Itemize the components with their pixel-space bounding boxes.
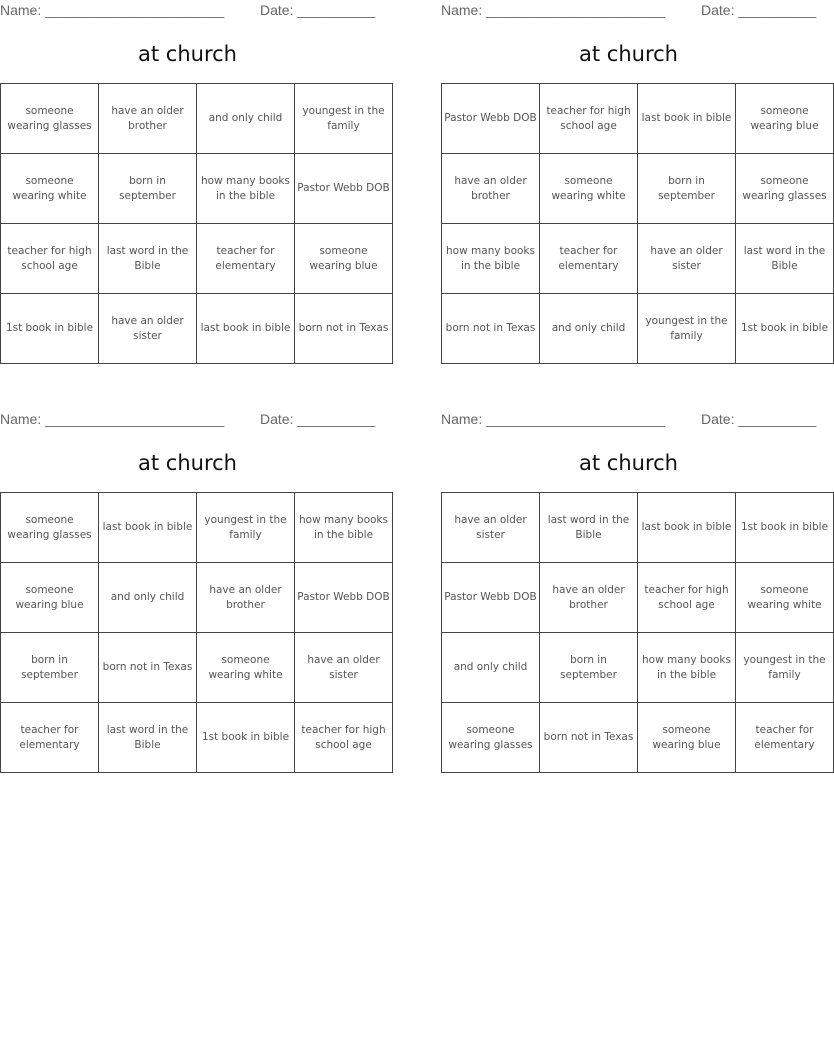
grid-row [442,493,834,563]
grid-cell: teacher for high school age [1,224,99,294]
grid-cell: someone wearing white [1,154,99,224]
bingo-card [0,0,390,342]
card-header [441,409,816,433]
grid-cell: 1st book in bible [1,294,99,364]
grid-cell: someone wearing glasses [442,703,540,773]
date-field: Date: __________ [701,411,817,427]
grid-cell: last book in bible [638,493,736,563]
grid-cell: last word in the Bible [99,224,197,294]
grid-row [442,224,834,294]
grid-row [442,84,834,154]
grid-cell: and only child [197,84,295,154]
grid-cell: someone wearing blue [1,563,99,633]
grid-cell: someone wearing blue [736,84,834,154]
grid-cell: last word in the Bible [540,493,638,563]
grid-cell: Pastor Webb DOB [442,563,540,633]
grid-cell: born not in Texas [442,294,540,364]
grid-cell: teacher for elementary [540,224,638,294]
grid-cell: teacher for high school age [540,84,638,154]
grid-cell: someone wearing blue [638,703,736,773]
grid-row [442,563,834,633]
date-field: Date: __________ [260,411,376,427]
grid-cell: have an older sister [295,633,393,703]
grid-row [442,633,834,703]
grid-cell: born in september [540,633,638,703]
grid-row [1,633,393,703]
grid-cell: 1st book in bible [197,703,295,773]
grid-cell: Pastor Webb DOB [442,84,540,154]
card-title: at church [579,451,678,475]
grid-cell: Pastor Webb DOB [295,154,393,224]
grid-cell: how many books in the bible [295,493,393,563]
grid-cell: someone wearing glasses [736,154,834,224]
grid-cell: youngest in the family [638,294,736,364]
grid-cell: last book in bible [638,84,736,154]
grid-cell: have an older sister [442,493,540,563]
grid-cell: youngest in the family [197,493,295,563]
grid-cell: have an older brother [442,154,540,224]
grid-cell: born in september [99,154,197,224]
bingo-grid [0,492,393,773]
bingo-grid [441,83,834,364]
card-header [0,0,375,24]
grid-cell: born not in Texas [540,703,638,773]
card-header [441,0,816,24]
grid-row [1,294,393,364]
grid-cell: have an older brother [99,84,197,154]
grid-cell: last book in bible [99,493,197,563]
grid-cell: how many books in the bible [442,224,540,294]
name-field: Name: _______________________ [441,2,666,18]
grid-cell: teacher for elementary [736,703,834,773]
grid-cell: how many books in the bible [197,154,295,224]
grid-row [442,703,834,773]
grid-cell: last book in bible [197,294,295,364]
bingo-card [0,409,390,751]
grid-row [442,154,834,224]
grid-row [1,493,393,563]
card-title: at church [138,42,237,66]
grid-cell: Pastor Webb DOB [295,563,393,633]
grid-row [1,563,393,633]
grid-cell: last word in the Bible [99,703,197,773]
card-title: at church [138,451,237,475]
bingo-card [441,409,829,751]
grid-row [1,224,393,294]
grid-cell: 1st book in bible [736,294,834,364]
name-field: Name: _______________________ [0,2,225,18]
grid-row [1,703,393,773]
grid-cell: youngest in the family [295,84,393,154]
grid-row [442,294,834,364]
grid-cell: and only child [540,294,638,364]
grid-cell: and only child [99,563,197,633]
name-field: Name: _______________________ [441,411,666,427]
grid-cell: have an older sister [99,294,197,364]
grid-cell: have an older sister [638,224,736,294]
grid-row [1,154,393,224]
grid-cell: teacher for high school age [295,703,393,773]
grid-cell: have an older brother [197,563,295,633]
date-field: Date: __________ [260,2,376,18]
grid-cell: born in september [638,154,736,224]
grid-cell: youngest in the family [736,633,834,703]
grid-cell: someone wearing white [736,563,834,633]
grid-cell: born not in Texas [295,294,393,364]
grid-row [1,84,393,154]
grid-cell: last word in the Bible [736,224,834,294]
grid-cell: teacher for elementary [1,703,99,773]
grid-cell: someone wearing blue [295,224,393,294]
bingo-card [441,0,829,342]
grid-cell: someone wearing glasses [1,493,99,563]
bingo-grid [0,83,393,364]
grid-cell: teacher for elementary [197,224,295,294]
grid-cell: someone wearing white [540,154,638,224]
grid-cell: how many books in the bible [638,633,736,703]
grid-cell: born not in Texas [99,633,197,703]
grid-cell: someone wearing white [197,633,295,703]
date-field: Date: __________ [701,2,817,18]
name-field: Name: _______________________ [0,411,225,427]
grid-cell: have an older brother [540,563,638,633]
grid-cell: and only child [442,633,540,703]
bingo-grid [441,492,834,773]
grid-cell: teacher for high school age [638,563,736,633]
grid-cell: 1st book in bible [736,493,834,563]
grid-cell: born in september [1,633,99,703]
card-title: at church [579,42,678,66]
grid-cell: someone wearing glasses [1,84,99,154]
card-header [0,409,375,433]
